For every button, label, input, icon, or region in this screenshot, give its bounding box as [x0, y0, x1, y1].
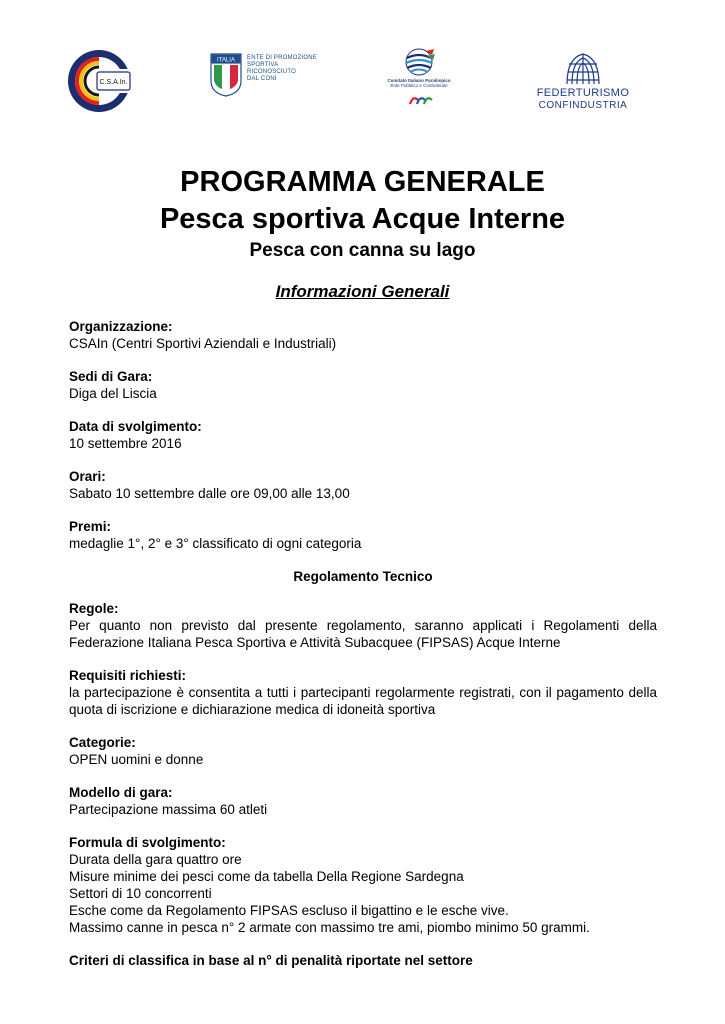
document-body [69, 318, 657, 969]
logo-row [0, 0, 725, 130]
formula-line: Misure minime dei pesci come da tabella Della Regione Sardegna [69, 869, 464, 884]
coni-line: RICONOSCIUTO [247, 69, 296, 75]
cip-logo [382, 48, 456, 118]
confindustria-emblem-icon [533, 52, 633, 86]
csain-logo-text: C.S.A.In. [99, 79, 128, 86]
formula-line: Esche come da Regolamento FIPSAS escluso il bigattino e le esche vive. [69, 903, 509, 918]
info-value: medaglie 1°, 2° e 3° classificato di ogni categoria [69, 536, 362, 551]
info-label: Orari: [69, 469, 106, 484]
info-orari [69, 468, 657, 502]
subtitle: Pesca con canna su lago [249, 240, 476, 261]
csain-logo [66, 48, 132, 114]
coni-line: ENTE DI PROMOZIONE [247, 55, 317, 61]
info-value: 10 settembre 2016 [69, 436, 182, 451]
requisiti-text: la partecipazione è consentita a tutti i partecipanti regolarmente registrati, con il pagamento della quota di iscrizione e dichiarazione medica di idoneità sportiva [69, 685, 657, 717]
modello-label: Modello di gara: [69, 785, 173, 800]
requisiti-label: Requisiti richiesti: [69, 668, 187, 683]
federturismo-text: FEDERTURISMO [536, 87, 630, 99]
formula-line: Durata della gara quattro ore [69, 852, 242, 867]
info-data [69, 418, 657, 452]
info-organizzazione [69, 318, 657, 352]
modello-section [69, 784, 657, 818]
federturismo-logo [533, 52, 633, 114]
csain-emblem-icon [66, 48, 132, 114]
requisiti-section [69, 667, 657, 718]
coni-line: DAL CONI [247, 76, 277, 82]
main-subtitle: Pesca sportiva Acque Interne [159, 203, 566, 235]
italia-label: ITALIA [217, 57, 235, 64]
regole-label: Regole: [69, 601, 119, 616]
modello-text: Partecipazione massima 60 atleti [69, 802, 268, 817]
confindustria-text: CONFINDUSTRIA [538, 100, 628, 111]
coni-logo [210, 53, 320, 99]
info-value: CSAIn (Centri Sportivi Aziendali e Industriali) [69, 336, 337, 351]
cip-globe-icon [382, 48, 456, 78]
formula-section [69, 834, 657, 936]
info-label: Organizzazione: [69, 319, 173, 334]
cip-line: Comitato Italiano Paralimpico [387, 78, 451, 83]
coni-text [247, 55, 317, 83]
info-premi [69, 518, 657, 552]
info-label: Sedi di Gara: [69, 369, 153, 384]
categorie-label: Categorie: [69, 735, 136, 750]
italia-shield-icon [210, 53, 242, 97]
regole-section [69, 600, 657, 651]
info-value: Diga del Liscia [69, 386, 157, 401]
main-title: PROGRAMMA GENERALE [180, 166, 545, 198]
cip-line: Ente Pubblico e Confederale [390, 83, 448, 88]
paralympic-agitos-icon [382, 92, 456, 122]
criteri-heading: Criteri di classifica in base al n° di penalità riportate nel settore [69, 953, 473, 968]
coni-line: SPORTIVA [247, 62, 279, 68]
formula-line: Massimo canne in pesca n° 2 armate con massimo tre ami, piombo minimo 50 grammi. [69, 920, 590, 935]
info-sedi [69, 368, 657, 402]
formula-label: Formula di svolgimento: [69, 835, 226, 850]
info-label: Premi: [69, 519, 112, 534]
categorie-section [69, 734, 657, 768]
info-value: Sabato 10 settembre dalle ore 09,00 alle 13,00 [69, 486, 350, 501]
info-label: Data di svolgimento: [69, 419, 202, 434]
cip-text [382, 78, 456, 88]
formula-line: Settori di 10 concorrenti [69, 886, 212, 901]
regole-text: Per quanto non previsto dal presente regolamento, saranno applicati i Regolamenti della Federazione Italiana Pesca Sportiva e Attività Subacquee (FIPSAS) Acque Interne [69, 618, 657, 650]
regolamento-title: Regolamento Tecnico [293, 569, 433, 584]
section-title: Informazioni Generali [275, 282, 450, 301]
categorie-text: OPEN uomini e donne [69, 752, 204, 767]
